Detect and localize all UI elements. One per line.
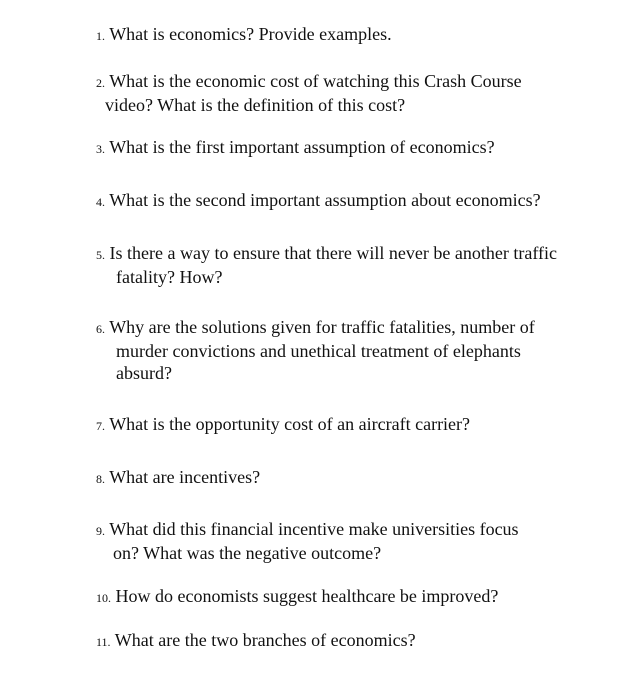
question-text: What is the economic cost of watching this Crash Course — [109, 71, 522, 91]
question-text: What are the two branches of economics? — [114, 630, 416, 650]
question-number: 3. — [96, 142, 105, 156]
question-text-continued: fatality? How? — [116, 267, 223, 287]
question-number: 2. — [96, 76, 105, 90]
question-number: 1. — [96, 29, 105, 43]
question-text-continued: video? What is the definition of this cost? — [105, 95, 406, 115]
question-number: 6. — [96, 322, 105, 336]
question-10 — [96, 585, 498, 609]
question-2 — [96, 70, 522, 116]
question-1 — [96, 23, 392, 47]
question-text: What is economics? Provide examples. — [109, 24, 392, 44]
question-text: What are incentives? — [109, 467, 261, 487]
question-8 — [96, 466, 260, 490]
question-text-continued: murder convictions and unethical treatment of elephants — [116, 341, 521, 361]
question-number: 8. — [96, 472, 105, 486]
question-11 — [96, 629, 416, 653]
question-text-continued: on? What was the negative outcome? — [113, 543, 382, 563]
question-number: 7. — [96, 419, 105, 433]
question-number: 11. — [96, 635, 111, 649]
question-text: Why are the solutions given for traffic fatalities, number of — [109, 317, 535, 337]
question-text: What is the second important assumption about economics? — [109, 190, 541, 210]
question-6 — [96, 316, 535, 384]
question-text: What is the opportunity cost of an aircraft carrier? — [109, 414, 471, 434]
question-number: 5. — [96, 248, 105, 262]
question-3 — [96, 136, 495, 160]
question-4 — [96, 189, 541, 213]
question-5 — [96, 242, 557, 288]
question-7 — [96, 413, 470, 437]
question-number: 9. — [96, 524, 105, 538]
question-number: 4. — [96, 195, 105, 209]
question-text: What did this financial incentive make universities focus — [109, 519, 519, 539]
question-9 — [96, 518, 519, 564]
question-text-continued: absurd? — [116, 363, 172, 383]
question-text: What is the first important assumption of economics? — [109, 137, 495, 157]
question-text: How do economists suggest healthcare be improved? — [115, 586, 499, 606]
question-text: Is there a way to ensure that there will never be another traffic — [109, 243, 557, 263]
question-number: 10. — [96, 591, 111, 605]
